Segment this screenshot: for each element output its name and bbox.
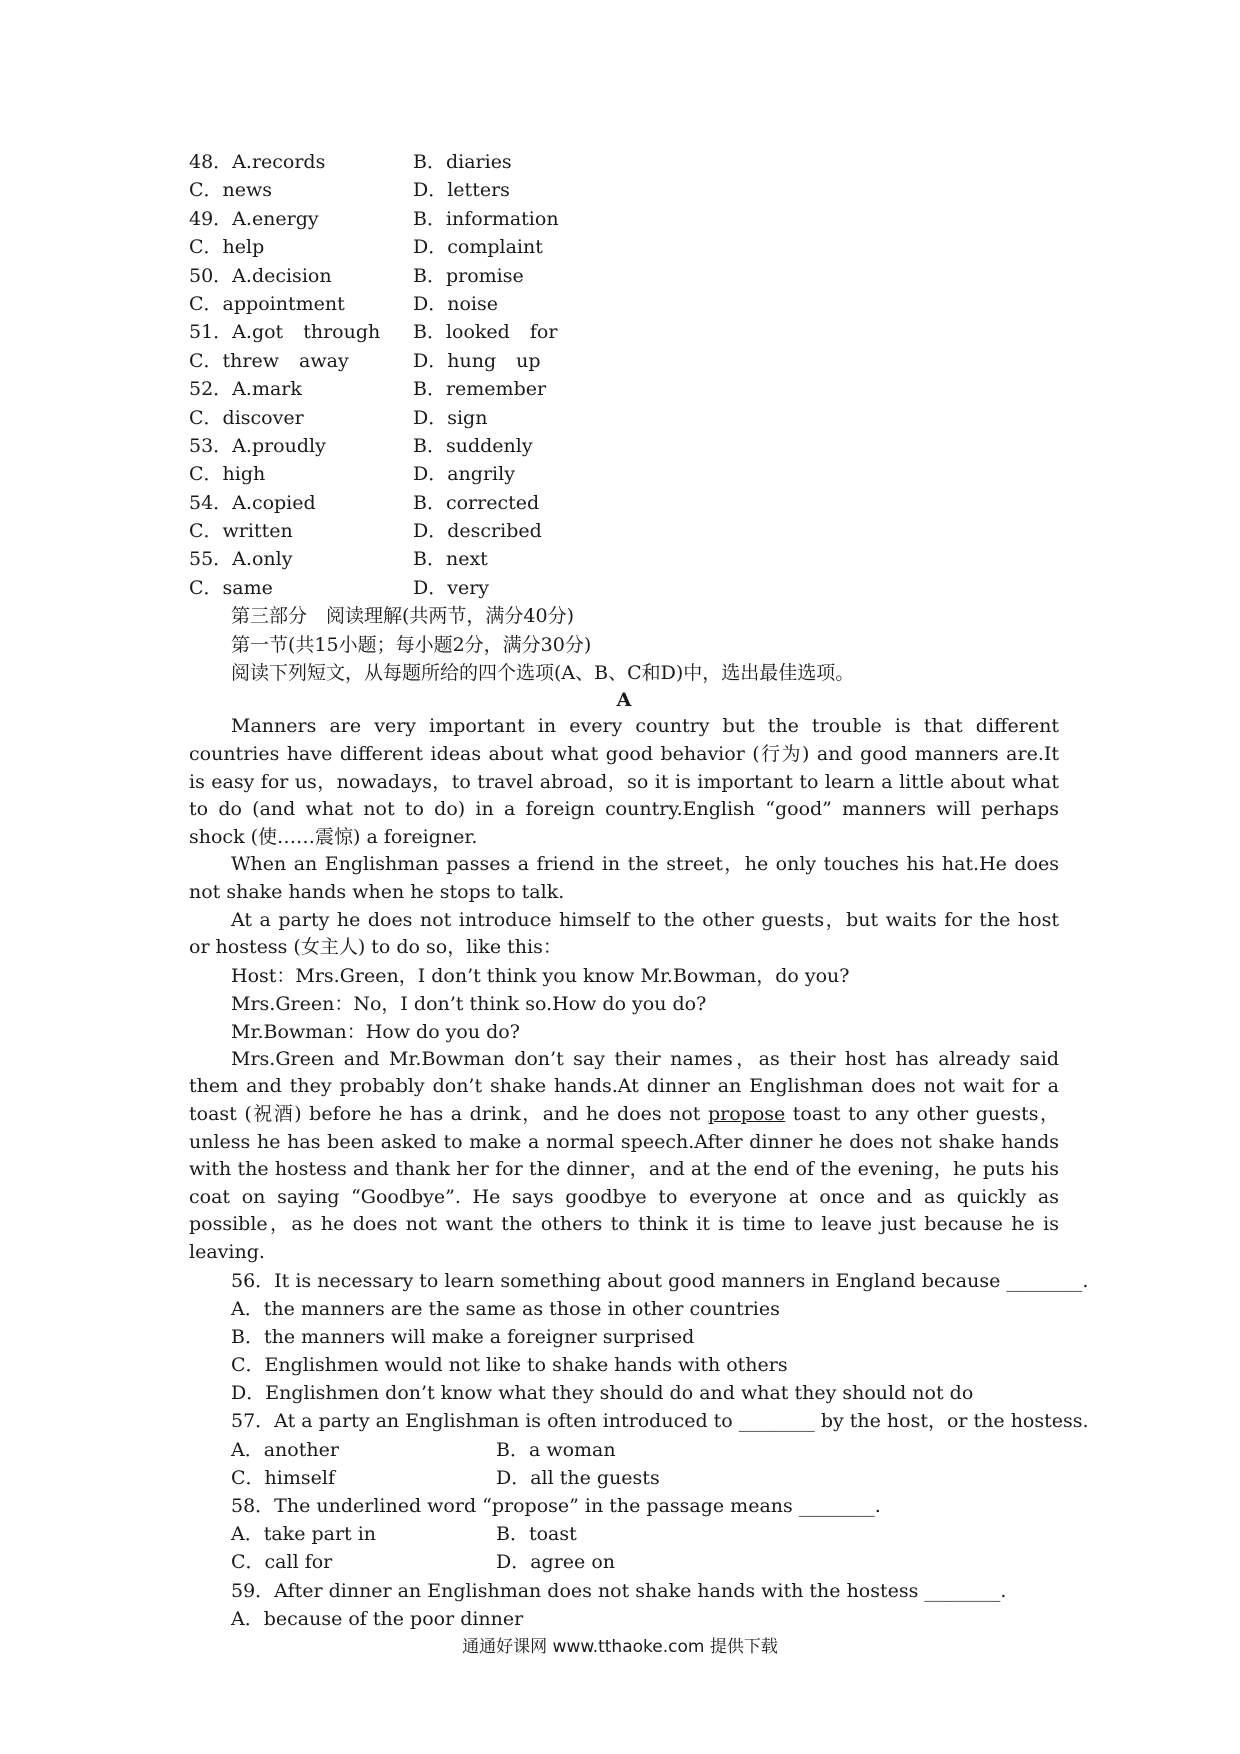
option-row	[189, 545, 1059, 573]
answer-row	[189, 1464, 1059, 1492]
option-cell: B．information	[413, 207, 559, 230]
answer-option: D．all the guests	[496, 1466, 660, 1489]
option-cell: D．letters	[413, 179, 510, 202]
option-cell: C．discover	[189, 406, 304, 429]
option-cell: B．next	[413, 548, 488, 571]
option-cell: B．diaries	[413, 151, 512, 173]
option-row	[189, 432, 1059, 460]
answer-option: C．himself	[231, 1466, 335, 1489]
option-cell: B．looked for	[413, 321, 558, 344]
answer-option: C．call for	[231, 1551, 333, 1574]
option-cell: 48．A.records	[189, 151, 326, 173]
cloze-options	[189, 148, 1059, 602]
option-cell: D．described	[413, 520, 542, 543]
option-cell: C．same	[189, 576, 273, 599]
option-row	[189, 489, 1059, 517]
answer-option: C．Englishmen would not like to shake hands with others	[231, 1354, 788, 1377]
part-title: 第三部分 阅读理解(共两节，满分40分)	[231, 605, 575, 628]
option-cell: C．help	[189, 236, 265, 259]
instruction: 阅读下列短文，从每题所给的四个选项(A、B、C和D)中，选出最佳选项。	[231, 662, 855, 685]
passage-paragraph	[189, 1046, 1059, 1267]
answer-row	[189, 1520, 1059, 1548]
answer-option: B．the manners will make a foreigner surprised	[231, 1325, 695, 1348]
option-row	[189, 375, 1059, 403]
option-cell: D．angrily	[413, 463, 515, 486]
option-row	[189, 318, 1059, 346]
answer-option: D．Englishmen don’t know what they should do and what they should not do	[231, 1382, 974, 1405]
answer-option: A．because of the poor dinner	[231, 1607, 524, 1630]
option-cell: 55．A.only	[189, 548, 293, 571]
dialogue-line: Mr.Bowman：How do you do?	[231, 1020, 520, 1043]
option-row	[189, 233, 1059, 261]
option-row	[189, 148, 1059, 176]
option-row	[189, 176, 1059, 204]
option-cell: 54．A.copied	[189, 491, 316, 514]
option-cell: D．hung up	[413, 349, 541, 372]
option-cell: 50．A.decision	[189, 264, 332, 287]
footer-source: 通通好课网 www.tthaoke.com 提供下载	[462, 1637, 778, 1657]
question-stem: 56．It is necessary to learn something about good manners in England because ________.	[231, 1269, 1089, 1292]
answer-row	[189, 1548, 1059, 1576]
answer-option: A．another	[231, 1438, 339, 1461]
option-cell: D．very	[413, 576, 490, 599]
passage-text: toast to any other guests，unless he has been asked to make a normal speech.After dinner he does not shake hands with the hostess and thank her for the dinner，and at the end of the evening，he puts his coat on saying “Goodbye”. He says goodbye to everyone at once and as quickly as possible，as he does not want the others to think it is time to leave just because he is leaving.	[189, 1102, 1059, 1263]
option-cell: B．remember	[413, 378, 547, 401]
question-stem: 57．At a party an Englishman is often introduced to ________ by the host，or the hostess.	[231, 1410, 1089, 1433]
answer-row	[189, 1436, 1059, 1464]
option-cell: C．appointment	[189, 292, 345, 315]
answer-option: B．toast	[496, 1523, 577, 1546]
option-cell: C．news	[189, 179, 273, 202]
section-subtitle: 第一节(共15小题；每小题2分，满分30分)	[231, 633, 592, 656]
option-cell: 49．A.energy	[189, 207, 319, 230]
passage-text: Mrs.Green and Mr.Bowman don’t say their names，as their host has already said them and they probably don’t shake hands.At dinner an Englishman does not wait for a toast (祝酒) before he has a drink，and he does not	[189, 1047, 1059, 1125]
underlined-word: propose	[707, 1102, 786, 1125]
answer-option: A．take part in	[231, 1523, 377, 1546]
exam-page	[189, 148, 1089, 1633]
question-stem: 58．The underlined word “propose” in the passage means ________.	[231, 1495, 881, 1518]
option-cell: C．written	[189, 520, 293, 543]
option-cell: D．complaint	[413, 236, 543, 259]
option-cell: B．suddenly	[413, 434, 533, 457]
option-row	[189, 205, 1059, 233]
option-row	[189, 347, 1059, 375]
option-cell: 53．A.proudly	[189, 434, 326, 457]
passage-paragraph: At a party he does not introduce himself to the other guests，but waits for the host or hostess (女主人) to do so，like this：	[189, 908, 1059, 959]
option-cell: C．high	[189, 463, 266, 486]
passage-paragraph: Manners are very important in every country but the trouble is that different countries have different ideas about what good behavior (行为) and good manners are.It is easy for us，nowadays，to travel abroad，so it is important to learn a little about what to do (and what not to do) in a foreign country.English “good” manners will perhaps shock (使……震惊) a foreigner.	[189, 715, 1059, 848]
dialogue-line: Mrs.Green：No，I don’t think so.How do you do?	[231, 992, 707, 1015]
option-cell: B．promise	[413, 264, 524, 287]
option-cell: D．noise	[413, 292, 498, 315]
option-row	[189, 262, 1059, 290]
option-cell: D．sign	[413, 406, 488, 429]
option-cell: B．corrected	[413, 491, 540, 514]
question-stem: 59．After dinner an Englishman does not shake hands with the hostess ________.	[231, 1579, 1007, 1602]
option-row	[189, 290, 1059, 318]
option-row	[189, 517, 1059, 545]
passage-paragraph: When an Englishman passes a friend in the street，he only touches his hat.He does not shake hands when he stops to talk.	[189, 853, 1059, 903]
option-cell: 51．A.got through	[189, 321, 381, 344]
option-cell: C．threw away	[189, 349, 349, 372]
dialogue-line: Host：Mrs.Green，I don’t think you know Mr.Bowman，do you?	[231, 964, 850, 987]
option-row	[189, 460, 1059, 488]
questions	[189, 1267, 1089, 1633]
answer-option: A．the manners are the same as those in other countries	[231, 1297, 780, 1320]
answer-option: B．a woman	[496, 1438, 616, 1461]
option-row	[189, 574, 1059, 602]
answer-option: D．agree on	[496, 1551, 616, 1574]
passage-label: A	[616, 689, 632, 712]
option-cell: 52．A.mark	[189, 378, 302, 401]
option-row	[189, 404, 1059, 432]
